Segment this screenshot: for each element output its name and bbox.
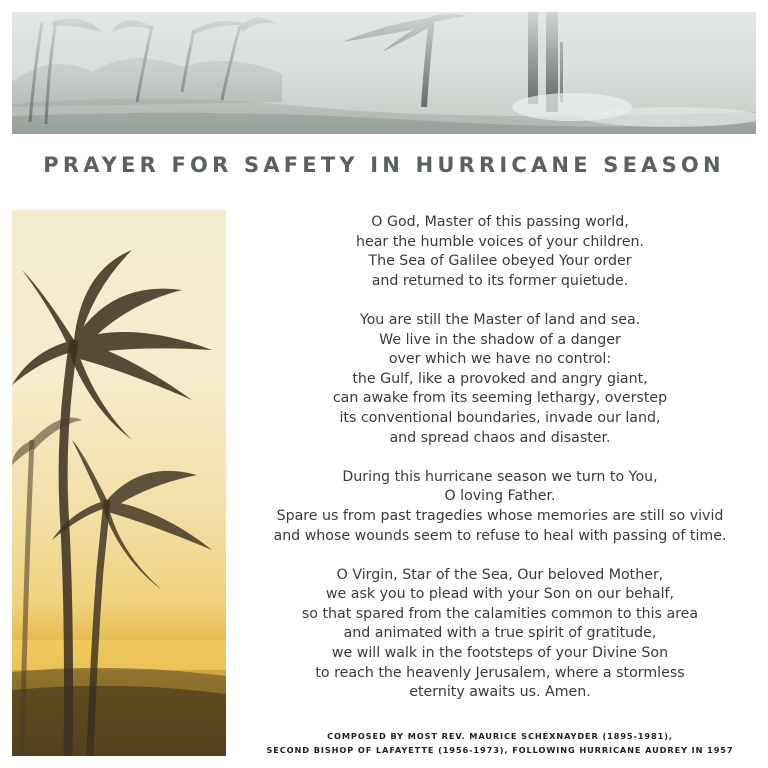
prayer-stanza-1 <box>240 213 760 291</box>
credit-line-1: COMPOSED BY MOST REV. MAURICE SCHEXNAYDER (1895-1981), <box>327 731 673 741</box>
prayer-line: and spread chaos and disaster. <box>389 429 611 446</box>
prayer-line: we will walk in the footsteps of your Divine Son <box>331 645 669 662</box>
prayer-stanza-4 <box>240 566 760 703</box>
prayer-line: so that spared from the calamities common to this area <box>301 605 699 622</box>
palm-trees-image <box>12 210 226 756</box>
prayer-line: hear the humble voices of your children. <box>355 233 645 250</box>
prayer-line: eternity awaits us. Amen. <box>409 684 591 701</box>
prayer-line: You are still the Master of land and sea. <box>359 311 641 328</box>
prayer-line: During this hurricane season we turn to You, <box>342 468 658 485</box>
prayer-line: to reach the heavenly Jerusalem, where a stormless <box>315 664 685 681</box>
prayer-line: O God, Master of this passing world, <box>371 214 629 230</box>
page-title: PRAYER FOR SAFETY IN HURRICANE SEASON <box>43 153 725 177</box>
prayer-line: We live in the shadow of a danger <box>379 331 621 348</box>
credit-line-2: SECOND BISHOP OF LAFAYETTE (1956-1973), FOLLOWING HURRICANE AUDREY IN 1957 <box>266 745 734 755</box>
storm-banner-image <box>12 12 756 134</box>
prayer-line: its conventional boundaries, invade our land, <box>339 409 661 426</box>
prayer-line: and animated with a true spirit of gratitude, <box>343 625 657 642</box>
prayer-stanza-2 <box>240 311 760 448</box>
prayer-line: can awake from its seeming lethargy, overstep <box>332 390 668 407</box>
prayer-line: O loving Father. <box>444 488 556 505</box>
prayer-text <box>240 213 760 722</box>
prayer-line: and returned to its former quietude. <box>371 272 629 289</box>
prayer-line: and whose wounds seem to refuse to heal with passing of time. <box>273 527 727 544</box>
prayer-stanza-3 <box>240 468 760 546</box>
prayer-line: over which we have no control: <box>388 351 612 368</box>
prayer-line: we ask you to plead with your Son on our behalf, <box>325 586 675 603</box>
prayer-line: the Gulf, like a provoked and angry giant, <box>352 370 648 387</box>
prayer-line: Spare us from past tragedies whose memories are still so vivid <box>276 507 724 524</box>
author-credit <box>240 729 760 757</box>
prayer-line: The Sea of Galilee obeyed Your order <box>368 253 632 270</box>
prayer-line: O Virgin, Star of the Sea, Our beloved Mother, <box>336 566 664 583</box>
